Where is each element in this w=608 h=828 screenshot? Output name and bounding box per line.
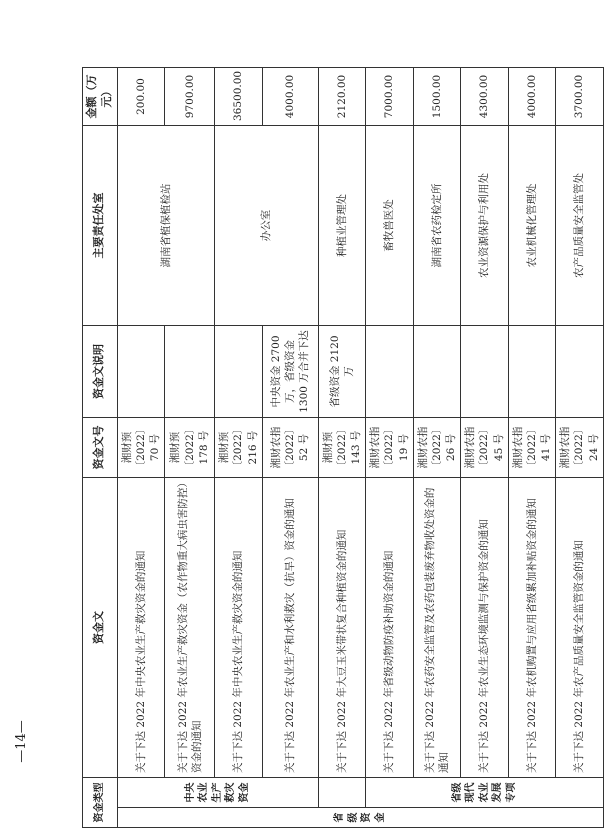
row-note: 中央资金 2700 万，省级资金 1300 万合并下达 <box>262 326 318 418</box>
row-doc-no: 湘财预〔2022〕178 号 <box>165 418 215 478</box>
row-dept: 办公室 <box>215 126 319 326</box>
row-note <box>117 326 165 418</box>
header-note: 资金文说明 <box>83 326 118 418</box>
row-title: 关于下达 2022 年农产品质量安全监管资金的通知 <box>556 478 604 778</box>
row-dept: 湖南省农药检定所 <box>413 126 461 326</box>
row-note <box>366 326 414 418</box>
header-title: 资金文 <box>83 478 118 778</box>
header-amount: 金额（万元） <box>83 68 118 126</box>
funding-table <box>82 67 604 828</box>
row-dept: 农业资源保护与利用处 <box>461 126 509 326</box>
row-title: 关于下达 2022 年农业生产救灾资金（农作物重大病虫害防控）资金的通知 <box>165 478 215 778</box>
row-dept: 农产品质量安全监管处 <box>556 126 604 326</box>
row-amount: 200.00 <box>117 68 165 126</box>
row-amount: 7000.00 <box>366 68 414 126</box>
table-row <box>117 68 165 828</box>
funding-table-container <box>82 28 600 828</box>
row-doc-no: 湘财农指〔2022〕26 号 <box>413 418 461 478</box>
row-amount: 4300.00 <box>461 68 509 126</box>
table-row <box>366 68 414 828</box>
header-type: 资金类型 <box>83 778 118 828</box>
table-row <box>318 68 366 828</box>
page-number-container <box>2 712 62 772</box>
row-note <box>556 326 604 418</box>
row-note <box>165 326 215 418</box>
row-amount: 3700.00 <box>556 68 604 126</box>
row-amount: 4000.00 <box>262 68 318 126</box>
row-title: 关于下达 2022 年省级动物防疫补助资金的通知 <box>366 478 414 778</box>
row-dept: 农业机械化管理处 <box>508 126 556 326</box>
row-doc-no: 湘财农指〔2022〕41 号 <box>508 418 556 478</box>
header-doc-no: 资金文号 <box>83 418 118 478</box>
row-amount: 4000.00 <box>508 68 556 126</box>
table-row <box>461 68 509 828</box>
table-row <box>508 68 556 828</box>
page-number: —14— <box>13 720 29 763</box>
group-empty <box>318 778 366 808</box>
row-title: 关于下达 2022 年农药安全监管及农药包装废弃物收处资金的通知 <box>413 478 461 778</box>
row-note <box>413 326 461 418</box>
group-outer: 省级资金 <box>117 808 603 828</box>
row-title: 关于下达 2022 年农业生态环境监测与保护资金的通知 <box>461 478 509 778</box>
row-doc-no: 湘财农指〔2022〕52 号 <box>262 418 318 478</box>
row-note <box>215 326 263 418</box>
row-title: 关于下达 2022 年中央农业生产救灾资金的通知 <box>215 478 263 778</box>
table-row <box>215 68 263 828</box>
group-provincial: 省级现代农业发展专项 <box>366 778 604 808</box>
row-dept: 种植业管理处 <box>318 126 366 326</box>
row-doc-no: 湘财农指〔2022〕24 号 <box>556 418 604 478</box>
row-amount: 1500.00 <box>413 68 461 126</box>
row-title: 关于下达 2022 年农机购置与应用省级累加补贴资金的通知 <box>508 478 556 778</box>
header-dept: 主要责任处室 <box>83 126 118 326</box>
row-note <box>508 326 556 418</box>
row-title: 关于下达 2022 年大豆玉米带状复合种植资金的通知 <box>318 478 366 778</box>
row-amount: 9700.00 <box>165 68 215 126</box>
row-note: 省级资金 2120 万 <box>318 326 366 418</box>
row-title: 关于下达 2022 年农业生产和水利救灾（抗旱）资金的通知 <box>262 478 318 778</box>
row-dept: 畜牧兽医处 <box>366 126 414 326</box>
row-doc-no: 湘财预〔2022〕143 号 <box>318 418 366 478</box>
row-doc-no: 湘财农指〔2022〕45 号 <box>461 418 509 478</box>
row-dept: 湖南省植保植检站 <box>117 126 215 326</box>
row-doc-no: 湘财预〔2022〕70 号 <box>117 418 165 478</box>
row-doc-no: 湘财预〔2022〕216 号 <box>215 418 263 478</box>
row-amount: 36500.00 <box>215 68 263 126</box>
row-note <box>461 326 509 418</box>
table-row <box>413 68 461 828</box>
row-doc-no: 湘财农指〔2022〕19 号 <box>366 418 414 478</box>
group-central: 中央农业生产救灾资金 <box>117 778 318 808</box>
table-row <box>556 68 604 828</box>
row-title: 关于下达 2022 年中央农业生产救灾资金的通知 <box>117 478 165 778</box>
row-amount: 2120.00 <box>318 68 366 126</box>
